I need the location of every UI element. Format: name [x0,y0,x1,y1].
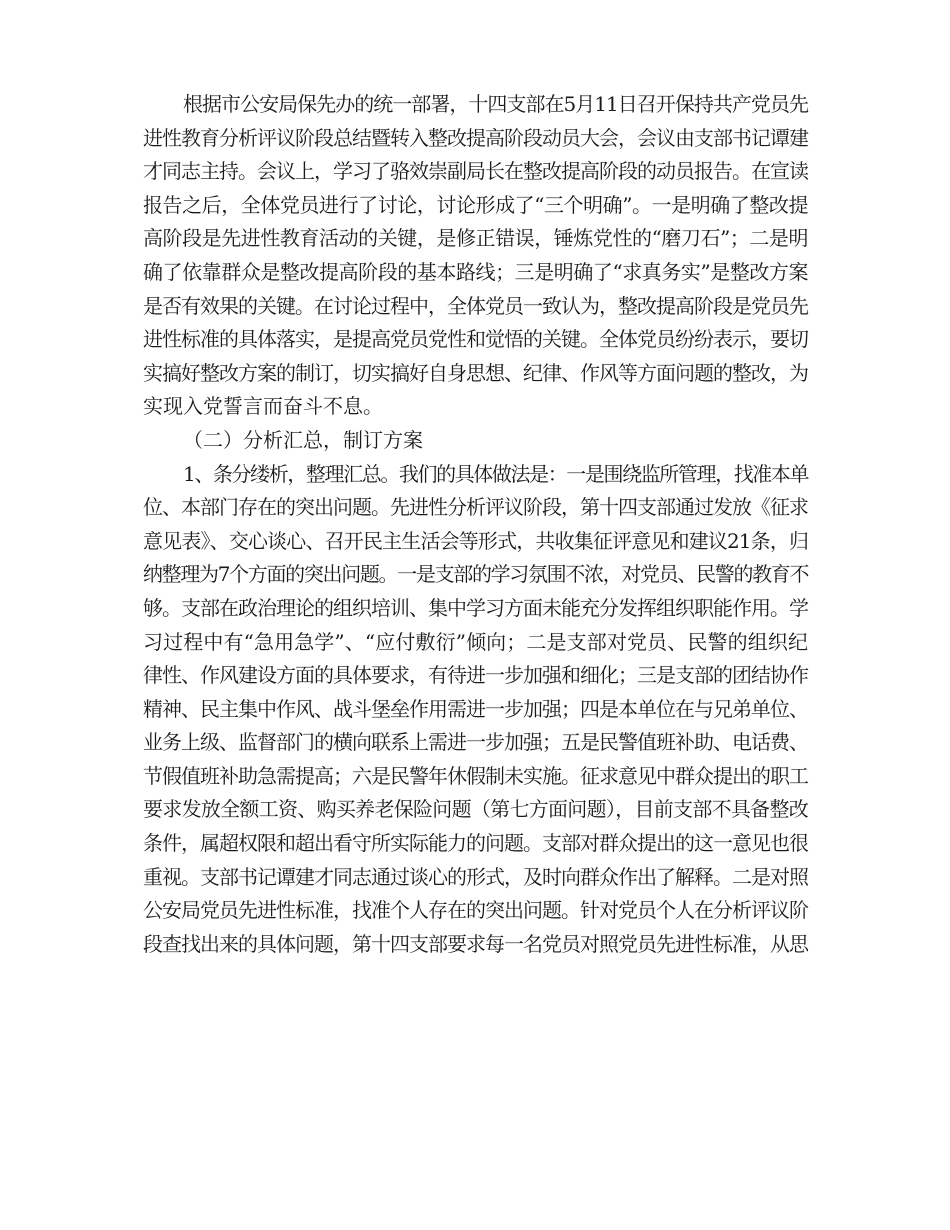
text-line: 公安局党员先进性标准，找准个人存在的突出问题。针对党员个人在分析评议阶 [143,898,808,923]
text-line: 是否有效果的关键。在讨论过程中，全体党员一致认为，整改提高阶段是党员先 [143,293,808,318]
paragraph-meeting-summary [143,88,808,424]
text-line: 报告之后，全体党员进行了讨论，讨论形成了“三个明确”。一是明确了整改提 [143,192,808,217]
text-line: 律性、作风建设方面的具体要求，有待进一步加强和细化；三是支部的团结协作 [143,663,808,688]
text-line: 高阶段是先进性教育活动的关键，是修正错误，锤炼党性的“磨刀石”；二是明 [143,226,808,251]
section-heading-text: （二）分析汇总，制订方案 [183,427,423,452]
text-line: 才同志主持。会议上，学习了骆效崇副局长在整改提高阶段的动员报告。在宣读 [143,159,808,184]
text-line: 纳整理为7个方面的突出问题。一是支部的学习氛围不浓，对党员、民警的教育不 [143,562,808,587]
text-line: 确了依靠群众是整改提高阶段的基本路线；三是明确了“求真务实”是整改方案 [143,259,808,284]
text-line: 进性教育分析评议阶段总结暨转入整改提高阶段动员大会，会议由支部书记谭建 [143,125,808,150]
text-line: 精神、民主集中作风、战斗堡垒作用需进一步加强；四是本单位在与兄弟单位、 [143,696,808,721]
text-line: 要求发放全额工资、购买养老保险问题（第七方面问题），目前支部不具备整改 [143,797,808,822]
text-line: 实搞好整改方案的制订，切实搞好自身思想、纪律、作风等方面问题的整改，为 [143,360,808,385]
text-line: 实现入党誓言而奋斗不息。 [143,394,383,419]
text-line: 节假值班补助急需提高；六是民警年休假制未实施。征求意见中群众提出的职工 [143,763,808,788]
text-line: 够。支部在政治理论的组织培训、集中学习方面未能充分发挥组织职能作用。学 [143,595,808,620]
section-heading [143,424,808,458]
document-body [143,88,808,961]
text-line: 段查找出来的具体问题，第十四支部要求每一名党员对照党员先进性标准，从思 [143,931,808,956]
text-line: 意见表》、交心谈心、召开民主生活会等形式，共收集征评意见和建议21条，归 [143,528,808,553]
text-line: 重视。支部书记谭建才同志通过谈心的形式，及时向群众作出了解释。二是对照 [143,864,808,889]
text-line: 条件，属超权限和超出看守所实际能力的问题。支部对群众提出的这一意见也很 [143,831,808,856]
text-line: 根据市公安局保先办的统一部署，十四支部在5月11日召开保持共产党员先 [183,92,808,116]
text-line: 位、本部门存在的突出问题。先进性分析评议阶段，第十四支部通过发放《征求 [143,495,808,520]
text-line: 业务上级、监督部门的横向联系上需进一步加强；五是民警值班补助、电话费、 [143,730,808,755]
text-line: 习过程中有“急用急学”、“应付敷衍”倾向；二是支部对党员、民警的组织纪 [143,629,808,654]
paragraph-analysis [143,458,808,962]
text-line: 进性标准的具体落实，是提高党员党性和觉悟的关键。全体党员纷纷表示，要切 [143,327,808,352]
text-line: 1、条分缕析，整理汇总。我们的具体做法是：一是围绕监所管理，找准本单 [183,461,808,486]
